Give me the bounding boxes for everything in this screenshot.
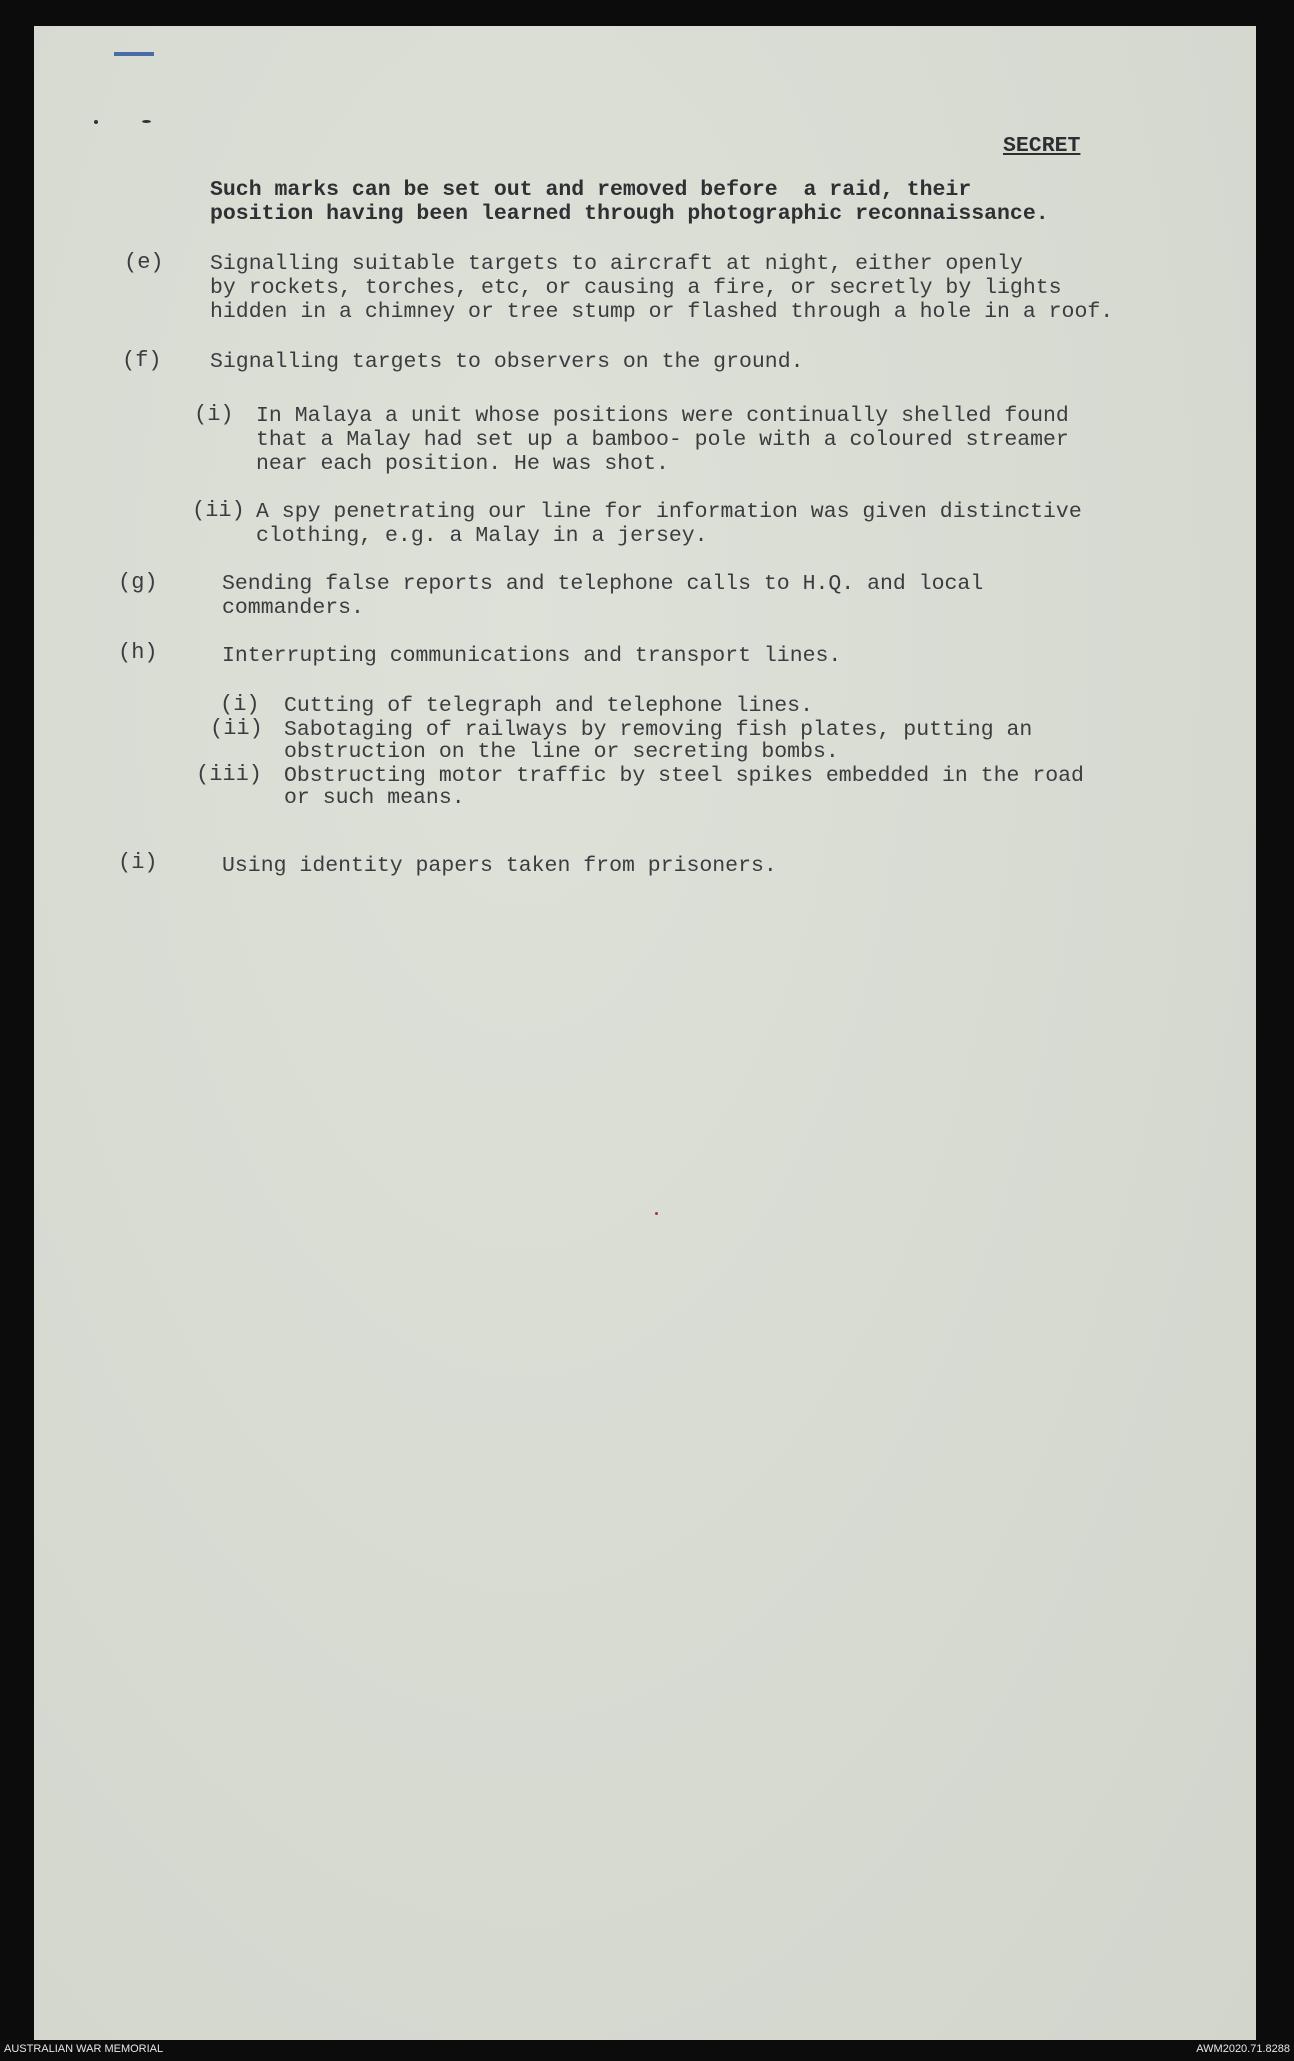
footer-credit: AUSTRALIAN WAR MEMORIAL [4, 2043, 164, 2055]
subitem-label: (i) [194, 402, 234, 427]
subitem-label: (ii) [210, 716, 263, 741]
subitem-label: (i) [220, 692, 260, 717]
item-line: A spy penetrating our line for information was given distinctive [256, 500, 1082, 524]
item-line: Cutting of telegraph and telephone lines. [284, 694, 813, 718]
item-line: Sabotaging of railways by removing fish plates, putting an [284, 718, 1033, 742]
document-page [34, 26, 1256, 2040]
item-line: Sending false reports and telephone calls to H.Q. and local [222, 572, 984, 596]
item-line: Signalling targets to observers on the ground. [210, 350, 804, 374]
item-line: Interrupting communications and transport lines. [222, 644, 842, 668]
ink-speck [94, 120, 98, 124]
item-line: commanders. [222, 596, 364, 620]
classification-heading: SECRET [1003, 134, 1081, 158]
ink-speck [142, 120, 151, 123]
intro-line: Such marks can be set out and removed before a raid, their [210, 178, 972, 202]
item-line: Using identity papers taken from prisoners. [222, 854, 777, 878]
item-label: (i) [118, 850, 158, 875]
item-line: clothing, e.g. a Malay in a jersey. [256, 524, 708, 548]
ink-speck [655, 1212, 658, 1215]
item-line: by rockets, torches, etc, or causing a fire, or secretly by lights [210, 276, 1062, 300]
subitem-label: (ii) [192, 498, 245, 523]
item-line: hidden in a chimney or tree stump or flashed through a hole in a roof. [210, 300, 1114, 324]
subitem-label: (iii) [196, 762, 263, 787]
item-line: that a Malay had set up a bamboo- pole with a coloured streamer [256, 428, 1069, 452]
item-line: Signalling suitable targets to aircraft at night, either openly [210, 252, 1023, 276]
item-line: Obstructing motor traffic by steel spikes embedded in the road [284, 764, 1084, 788]
item-line: obstruction on the line or secreting bombs. [284, 740, 839, 764]
footer-reference: AWM2020.71.8288 [1196, 2043, 1290, 2055]
item-label: (h) [118, 640, 158, 665]
item-line: or such means. [284, 786, 465, 810]
item-label: (e) [124, 250, 164, 275]
page-tab-mark [114, 52, 154, 56]
intro-line: position having been learned through photographic reconnaissance. [210, 202, 1049, 226]
item-label: (f) [122, 348, 162, 373]
item-line: In Malaya a unit whose positions were continually shelled found [256, 404, 1069, 428]
item-label: (g) [118, 570, 158, 595]
item-line: near each position. He was shot. [256, 452, 669, 476]
